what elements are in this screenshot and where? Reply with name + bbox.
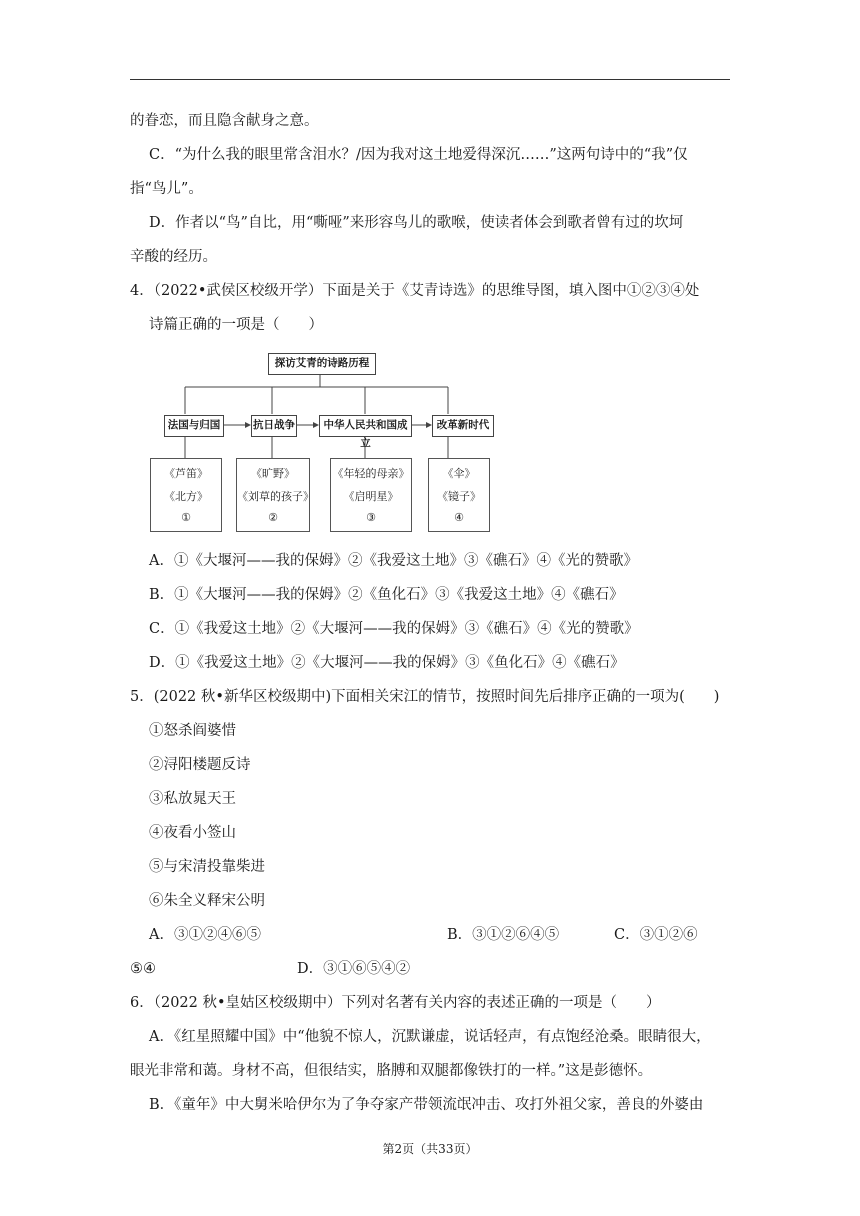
mind-map-leaf-1 (150, 458, 222, 532)
mind-map-stage-3: 中华人民共和国成立 (319, 415, 412, 437)
question-5-item-6: ⑥朱全义释宋公明 (149, 893, 265, 909)
question-5-option-d: D．③①⑥⑤④② (297, 961, 411, 977)
option-c-text: C．“为什么我的眼里常含泪水？/因为我对这土地爱得深沉……”这两句诗中的“我”仅 (149, 147, 688, 163)
paragraph-text: 指“鸟儿”。 (130, 181, 203, 197)
mind-map-leaf-2 (236, 458, 314, 532)
question-6-option-b: B．《童年》中大舅米哈伊尔为了争夺家产带领流氓冲击、攻打外祖父家，善良的外婆由 (149, 1097, 704, 1113)
question-5-option-b: B．③①②⑥④⑤ (447, 927, 560, 943)
question-5-stem: 5．(2022 秋•新华区校级期中)下面相关宋江的情节，按照时间先后排序正确的一项为( ) (130, 689, 720, 705)
question-6-option-a-cont: 眼光非常和蔼。身材不高，但很结实，胳膊和双腿都像铁打的一样。”这是彭德怀。 (130, 1063, 653, 1079)
paragraph-text: 辛酸的经历。 (130, 249, 217, 265)
leaf-poem: 《刘草的孩子》 (237, 490, 314, 503)
leaf-poem: 《北方》 (164, 490, 208, 503)
leaf-poem: 《伞》 (442, 467, 476, 480)
leaf-poem: 《旷野》 (251, 467, 295, 480)
leaf-blank-marker: ④ (454, 511, 464, 524)
question-4-option-d: D．①《我爱这土地》②《大堰河——我的保姆》③《鱼化石》④《礁石》 (149, 655, 625, 671)
leaf-poem: 《镜子》 (437, 490, 481, 503)
option-d-text: D．作者以“鸟”自比，用“嘶哑”来形容鸟儿的歌喉，使读者体会到歌者曾有过的坎坷 (149, 215, 684, 231)
question-4-option-c: C．①《我爱这土地》②《大堰河——我的保姆》③《礁石》④《光的赞歌》 (149, 621, 639, 637)
question-4-stem-cont: 诗篇正确的一项是（ ） (149, 317, 323, 333)
question-5-option-c: C．③①②⑥ (614, 927, 698, 943)
leaf-blank-marker: ③ (366, 511, 376, 524)
mind-map-stage-1: 法国与归国 (164, 415, 224, 437)
question-5-option-c-cont: ⑤④ (130, 961, 156, 977)
question-6-stem: 6．（2022 秋•皇姑区校级期中）下列对名著有关内容的表述正确的一项是（ ） (130, 995, 661, 1011)
question-4-option-b: B．①《大堰河——我的保姆》②《鱼化石》③《我爱这土地》④《礁石》 (149, 587, 624, 603)
paragraph-text: 的眷恋，而且隐含献身之意。 (130, 113, 319, 129)
mind-map-root: 探访艾青的诗路历程 (268, 353, 376, 375)
question-4-stem: 4．（2022•武侯区校级开学）下面是关于《艾青诗选》的思维导图，填入图中①②③④处 (130, 283, 700, 299)
mind-map-stage-2: 抗日战争 (251, 415, 297, 437)
mind-map-leaf-4 (428, 458, 490, 532)
question-6-option-a: A．《红星照耀中国》中“他貌不惊人，沉默谦虚，说话轻声，有点饱经沧桑。眼睛很大， (149, 1029, 711, 1045)
leaf-blank-marker: ② (268, 511, 278, 524)
mind-map (150, 347, 500, 535)
leaf-poem: 《启明星》 (343, 490, 399, 503)
page-footer: 第2页（共33页） (382, 1142, 478, 1156)
question-5-item-3: ③私放晁天王 (149, 791, 236, 807)
leaf-blank-marker: ① (181, 511, 191, 524)
leaf-poem: 《年轻的母亲》 (332, 467, 410, 480)
question-5-item-2: ②浔阳楼题反诗 (149, 757, 251, 773)
question-5-item-5: ⑤与宋清投靠柴进 (149, 859, 265, 875)
question-5-option-a: A．③①②④⑥⑤ (149, 927, 261, 943)
mind-map-leaf-3 (330, 458, 412, 532)
question-5-item-1: ①怒杀阎婆惜 (149, 723, 236, 739)
header-rule (130, 79, 730, 80)
question-4-option-a: A．①《大堰河——我的保姆》②《我爱这土地》③《礁石》④《光的赞歌》 (149, 553, 638, 569)
question-5-item-4: ④夜看小签山 (149, 825, 236, 841)
leaf-poem: 《芦笛》 (164, 467, 208, 480)
mind-map-stage-4: 改革新时代 (432, 415, 494, 437)
